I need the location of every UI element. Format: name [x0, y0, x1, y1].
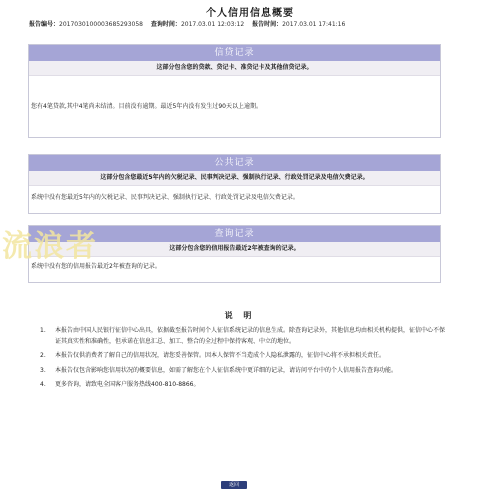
- back-button[interactable]: 返回: [221, 481, 247, 489]
- note-item: [40, 380, 445, 391]
- public-record-subtitle: 这部分包含您最近5年内的欠税记录、民事判决记录、强制执行记录、行政处罚记录及电信欠费记录。: [29, 171, 440, 186]
- query-time-label: 查询时间：: [150, 21, 181, 28]
- report-no-value: 2017030100003685293058: [59, 21, 143, 28]
- note-number: 1.: [40, 327, 46, 334]
- query-record-title: 查询记录: [29, 226, 440, 242]
- note-number: 3.: [40, 366, 46, 374]
- note-item: [40, 366, 445, 377]
- note-text: 本报告仅供消费者了解自己的信用状况，请您妥善保管。因本人保管不当造成个人隐私泄露的，征信中心将不承担相关责任。: [55, 352, 386, 359]
- report-time-value: 2017.03.01 17:41:16: [282, 21, 346, 28]
- notes-list: [40, 326, 445, 395]
- public-record-title: 公共记录: [29, 155, 440, 171]
- notes-title: 说 明: [224, 311, 256, 320]
- note-number: 2.: [40, 352, 46, 359]
- report-time-label: 报告时间：: [252, 21, 283, 28]
- public-record-section: [28, 154, 441, 214]
- note-text: 更多咨询，请致电全国客户服务热线400-810-8866。: [55, 381, 200, 388]
- credit-record-body: 您有4笔贷款,其中4笔尚未结清。目前没有逾期。最近5年内没有发生过90天以上逾期。: [31, 103, 262, 110]
- note-text: 本报告仅包含影响您信用状况的概要信息，如需了解您在个人征信系统中更详细的记录，请访问平台中的个人信用报告查询功能。: [55, 366, 398, 374]
- credit-record-title: 信贷记录: [29, 45, 440, 61]
- page-title: 个人信用信息概要: [206, 8, 294, 19]
- note-item: [40, 351, 445, 362]
- note-number: 4.: [40, 381, 46, 388]
- report-no-label: 报告编号：: [29, 21, 60, 28]
- watermark-text: 流浪者: [2, 229, 98, 264]
- query-record-body: 系统中没有您的信用报告最近2年被查询的记录。: [31, 263, 161, 270]
- query-record-subtitle: 这部分包含您的信用报告最近2年被查询的记录。: [29, 242, 440, 257]
- public-record-body: 系统中没有您最近5年内的欠税记录、民事判决记录、强制执行记录、行政处罚记录及电信欠费记录。: [31, 194, 299, 201]
- report-meta: [29, 19, 479, 28]
- credit-record-subtitle: 这部分包含您的贷款、贷记卡、准贷记卡及其他信贷记录。: [29, 61, 440, 76]
- query-time-value: 2017.03.01 12:03:12: [180, 21, 245, 28]
- credit-record-section: [28, 44, 441, 138]
- note-item: [40, 326, 445, 347]
- note-text: 本报告由中国人民银行征信中心出具，依据截至报告时间个人征信系统记录的信息生成。除查询记录外，其他信息均由相关机构提供，征信中心不保证其真实性和准确性，但承诺在信息汇总、加工、整合的全过程中保持客观、中立的地位。: [55, 327, 446, 345]
